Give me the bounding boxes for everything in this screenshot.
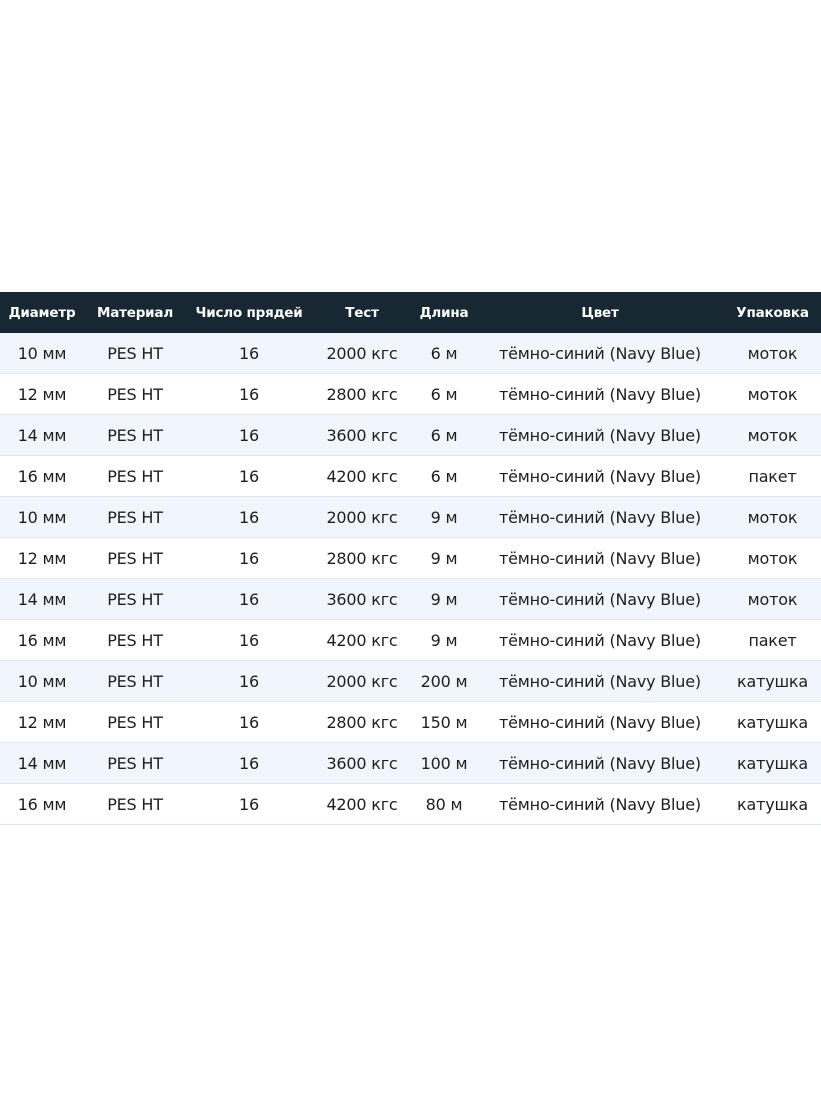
- cell-diameter: 16 мм: [0, 620, 84, 661]
- cell-material: PES HT: [84, 784, 186, 825]
- cell-strands: 16: [186, 333, 312, 374]
- cell-diameter: 16 мм: [0, 784, 84, 825]
- cell-length: 6 м: [412, 415, 476, 456]
- cell-packaging: моток: [724, 415, 821, 456]
- cell-strands: 16: [186, 456, 312, 497]
- table-row: [0, 579, 821, 620]
- spec-table: [0, 292, 821, 825]
- header-test: Тест: [345, 304, 379, 321]
- cell-material: PES HT: [84, 497, 186, 538]
- cell-material: PES HT: [84, 743, 186, 784]
- cell-length: 9 м: [412, 497, 476, 538]
- cell-packaging: моток: [724, 333, 821, 374]
- cell-length: 6 м: [412, 374, 476, 415]
- cell-test: 2800 кгс: [312, 374, 412, 415]
- cell-test: 4200 кгс: [312, 784, 412, 825]
- table-row: [0, 743, 821, 784]
- cell-packaging: катушка: [724, 743, 821, 784]
- cell-diameter: 14 мм: [0, 415, 84, 456]
- cell-color: тёмно-синий (Navy Blue): [476, 415, 724, 456]
- cell-color: тёмно-синий (Navy Blue): [476, 333, 724, 374]
- cell-test: 2800 кгс: [312, 702, 412, 743]
- header-packaging: Упаковка: [736, 304, 809, 321]
- cell-strands: 16: [186, 784, 312, 825]
- cell-color: тёмно-синий (Navy Blue): [476, 374, 724, 415]
- cell-diameter: 12 мм: [0, 702, 84, 743]
- cell-diameter: 12 мм: [0, 374, 84, 415]
- cell-packaging: пакет: [724, 456, 821, 497]
- cell-material: PES HT: [84, 620, 186, 661]
- cell-color: тёмно-синий (Navy Blue): [476, 702, 724, 743]
- cell-test: 2000 кгс: [312, 333, 412, 374]
- cell-strands: 16: [186, 374, 312, 415]
- cell-diameter: 10 мм: [0, 497, 84, 538]
- table-row: [0, 374, 821, 415]
- cell-test: 2000 кгс: [312, 497, 412, 538]
- table-row: [0, 702, 821, 743]
- cell-material: PES HT: [84, 661, 186, 702]
- cell-test: 2800 кгс: [312, 538, 412, 579]
- cell-material: PES HT: [84, 456, 186, 497]
- cell-color: тёмно-синий (Navy Blue): [476, 743, 724, 784]
- cell-test: 3600 кгс: [312, 743, 412, 784]
- cell-material: PES HT: [84, 579, 186, 620]
- header-color: Цвет: [581, 304, 619, 321]
- cell-packaging: катушка: [724, 661, 821, 702]
- header-strands: Число прядей: [195, 304, 303, 321]
- cell-packaging: моток: [724, 374, 821, 415]
- cell-strands: 16: [186, 538, 312, 579]
- table-row: [0, 784, 821, 825]
- table-row: [0, 333, 821, 374]
- cell-length: 80 м: [412, 784, 476, 825]
- table-row: [0, 661, 821, 702]
- cell-strands: 16: [186, 579, 312, 620]
- cell-length: 6 м: [412, 333, 476, 374]
- cell-material: PES HT: [84, 374, 186, 415]
- table-header: [0, 292, 821, 333]
- table-row: [0, 415, 821, 456]
- cell-material: PES HT: [84, 702, 186, 743]
- cell-test: 2000 кгс: [312, 661, 412, 702]
- cell-strands: 16: [186, 620, 312, 661]
- table-row: [0, 538, 821, 579]
- cell-color: тёмно-синий (Navy Blue): [476, 579, 724, 620]
- cell-color: тёмно-синий (Navy Blue): [476, 784, 724, 825]
- cell-diameter: 10 мм: [0, 333, 84, 374]
- cell-test: 4200 кгс: [312, 620, 412, 661]
- header-row: [0, 292, 821, 333]
- cell-material: PES HT: [84, 333, 186, 374]
- cell-test: 4200 кгс: [312, 456, 412, 497]
- header-length: Длина: [419, 304, 469, 321]
- cell-color: тёмно-синий (Navy Blue): [476, 661, 724, 702]
- cell-material: PES HT: [84, 538, 186, 579]
- header-diameter: Диаметр: [8, 304, 76, 321]
- cell-packaging: пакет: [724, 620, 821, 661]
- cell-color: тёмно-синий (Navy Blue): [476, 456, 724, 497]
- cell-color: тёмно-синий (Navy Blue): [476, 538, 724, 579]
- cell-length: 6 м: [412, 456, 476, 497]
- cell-material: PES HT: [84, 415, 186, 456]
- cell-diameter: 14 мм: [0, 579, 84, 620]
- cell-strands: 16: [186, 661, 312, 702]
- cell-length: 200 м: [412, 661, 476, 702]
- cell-strands: 16: [186, 415, 312, 456]
- cell-diameter: 14 мм: [0, 743, 84, 784]
- cell-length: 9 м: [412, 579, 476, 620]
- cell-test: 3600 кгс: [312, 415, 412, 456]
- cell-strands: 16: [186, 702, 312, 743]
- table-body: [0, 333, 821, 825]
- cell-diameter: 12 мм: [0, 538, 84, 579]
- header-material: Материал: [96, 304, 174, 321]
- cell-packaging: моток: [724, 497, 821, 538]
- cell-strands: 16: [186, 497, 312, 538]
- cell-strands: 16: [186, 743, 312, 784]
- cell-color: тёмно-синий (Navy Blue): [476, 620, 724, 661]
- table-row: [0, 620, 821, 661]
- table-row: [0, 456, 821, 497]
- cell-packaging: моток: [724, 579, 821, 620]
- cell-length: 9 м: [412, 538, 476, 579]
- cell-color: тёмно-синий (Navy Blue): [476, 497, 724, 538]
- cell-diameter: 16 мм: [0, 456, 84, 497]
- cell-packaging: моток: [724, 538, 821, 579]
- cell-test: 3600 кгс: [312, 579, 412, 620]
- cell-length: 100 м: [412, 743, 476, 784]
- table-row: [0, 497, 821, 538]
- cell-length: 9 м: [412, 620, 476, 661]
- cell-packaging: катушка: [724, 784, 821, 825]
- cell-length: 150 м: [412, 702, 476, 743]
- cell-packaging: катушка: [724, 702, 821, 743]
- cell-diameter: 10 мм: [0, 661, 84, 702]
- spec-table-container: [0, 292, 821, 825]
